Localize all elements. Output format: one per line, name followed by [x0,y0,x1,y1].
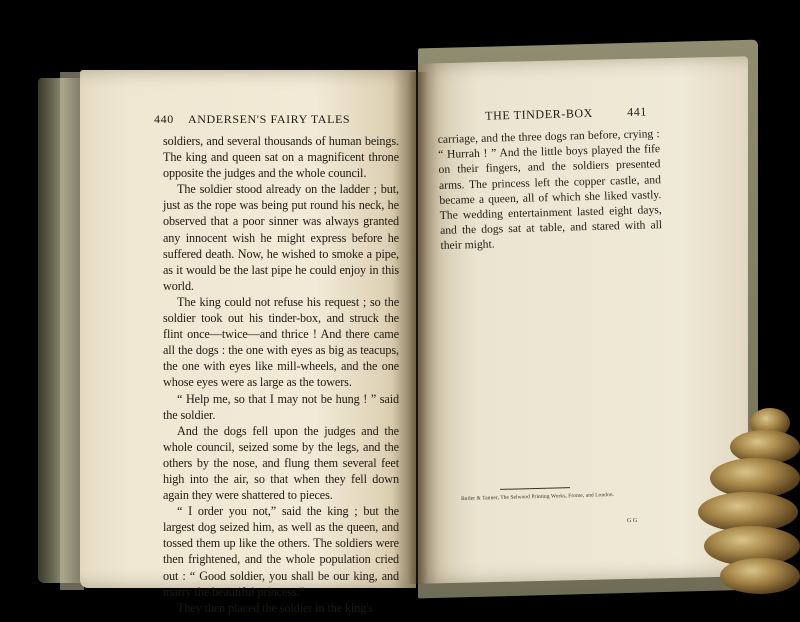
paragraph: “ Help me, so that I may not be hung ! ” said the soldier. [163,391,399,422]
left-page-number: 440 [154,112,174,126]
paragraph: The soldier stood already on the ladder ; but, just as the rope was being put round his neck, he observed that a poor sinner was always granted any innocent wish he might express before he suffered death. Now, he wished to smoke a pipe, as it would be the last pipe he could enjoy in this world. [163,182,399,293]
page-gutter [408,72,428,584]
paragraph: “ I order you not,” said the king ; but the largest dog seized him, as well as the queen, and tossed them up like the others. The soldiers were then frightened, and the whole population cried out : “ Good soldier, you shall be our king, and marry the beautiful princess.” [163,504,399,599]
left-page-text [154,111,399,616]
brass-book-holder [690,408,800,598]
right-page-number: 441 [626,104,648,120]
right-page-text [437,104,663,253]
left-running-head [154,111,399,133]
right-header-title: THE TINDER-BOX [484,105,594,123]
paragraph: carriage, and the three dogs ran before, crying : “ Hurrah ! ” And the little boys played the fife on their fingers, and the soldiers presented arms. The princess left the copper castle, and became a queen, all of which she liked vastly. The wedding entertainment lasted eight days, and the dogs sat at table, and stared with all their might. [437,127,663,253]
paragraph: The king could not refuse his request ; so the soldier took out his tinder-box, and struck the flint once—twice—and thrice ! And there came all the dogs : the one with eyes as big as teacups, the one with eyes like mill-wheels, and the one whose eyes were as large as the towers. [163,294,399,390]
left-header-title: ANDERSEN'S FAIRY TALES [188,112,351,126]
paragraph: And the dogs fell upon the judges and the whole council, seized some by the legs, and the others by the nose, and flung them several feet high into the air, so that when they fell down again they were shattered to pieces. [163,423,399,503]
brass-curl [720,558,800,594]
printer-imprint: Butler & Tanner, The Selwood Printing Works, Frome, and London. [461,491,615,502]
signature-mark: G G [626,517,638,525]
paragraph: soldiers, and several thousands of human beings. The king and queen sat on a magnificent throne opposite the judges and the whole council. [163,134,399,181]
paragraph: They then placed the soldier in the king's [177,600,373,615]
